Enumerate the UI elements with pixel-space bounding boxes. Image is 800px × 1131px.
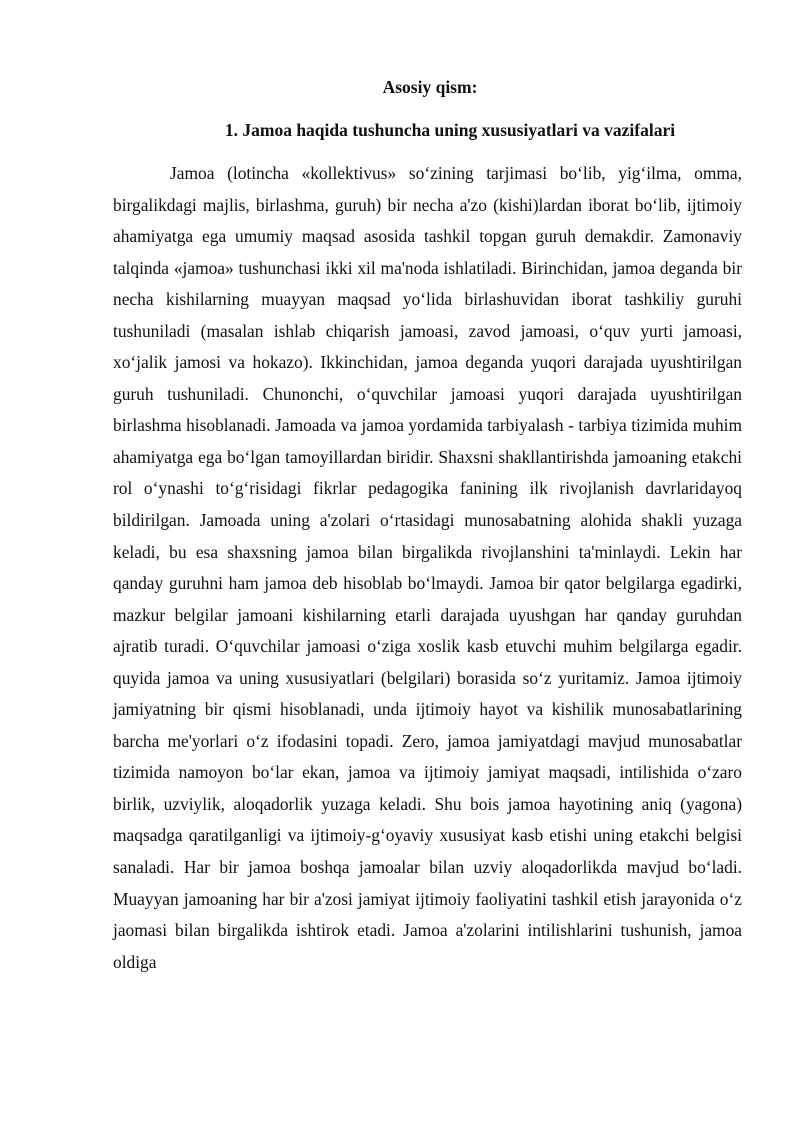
subsection-heading: 1. Jamoa haqida tushuncha uning xususiyatlari va vazifalari — [224, 120, 676, 140]
body-paragraph: Jamoa (lotincha «kollektivus» so‘zining tarjimasi bo‘lib, yig‘ilma, omma, birgalikdagi majlis, birlashma, guruh) bir necha a'zo (kishi)lardan iborat bo‘lib, ijtimoiy ahamiyatga ega umumiy maqsad asosida tashkil topgan guruh demakdir. Zamonaviy talqinda «jamoa» tushunchasi ikki xil ma'noda ishlatiladi. Birinchidan, jamoa deganda bir necha kishilarning muayyan maqsad yo‘lida birlashuvidan iborat tashkiliy guruhi tushuniladi (masalan ishlab chiqarish jamoasi, zavod jamoasi, o‘quv yurti jamoasi, xo‘jalik jamosi va hokazo). Ikkinchidan, jamoa deganda yuqori darajada uyushtirilgan guruh tushuniladi. Chunonchi, o‘quvchilar jamoasi yuqori darajada uyushtirilgan birlashma hisoblanadi. Jamoada va jamoa yordamida tarbiyalash - tarbiya tizimida muhim ahamiyatga ega bo‘lgan tamoyillardan biridir. Shaxsni shakllantirishda jamoaning etakchi rol o‘ynashi to‘g‘risidagi fikrlar pedagogika fanining ilk rivojlanish davrlaridayoq bildirilgan. Jamoada uning a'zolari o‘rtasidagi munosabatning alohida shakli yuzaga keladi, bu esa shaxsning jamoa bilan birgalikda rivojlanshini ta'minlaydi. Lekin har qanday guruhni ham jamoa deb hisoblab bo‘lmaydi. Jamoa bir qator belgilarga egadirki, mazkur belgilar jamoani kishilarning etarli darajada uyushgan har qanday guruhdan ajratib turadi. O‘quvchilar jamoasi o‘ziga xoslik kasb etuvchi muhim belgilarga egadir. quyida jamoa va uning xususiyatlari (belgilari) borasida so‘z yuritamiz. Jamoa ijtimoiy jamiyatning bir qismi hisoblanadi, unda ijtimoiy hayot va kishilik munosabatlarining barcha me'yorlari o‘z ifodasini topadi. Zero, jamoa jamiyatdagi mavjud munosabatlar tizimida namoyon bo‘lar ekan, jamoa va ijtimoiy jamiyat maqsadi, intilishida o‘zaro birlik, uzviylik, aloqadorlik yuzaga keladi. Shu bois jamoa hayotining aniq (yagona) maqsadga qaratilganligi va ijtimoiy-g‘oyaviy xususiyat kasb etishi uning etakchi belgisi sanaladi. Har bir jamoa boshqa jamoalar bilan uzviy aloqadorlikda mavjud bo‘ladi. Muayyan jamoaning har bir a'zosi jamiyat ijtimoiy faoliyatini tashkil etish jarayonida o‘z jaomasi bilan birgalikda ishtirok etadi. Jamoa a'zolarini intilishlarini tushunish, jamoa oldiga — [113, 163, 742, 972]
section-heading: Asosiy qism: — [382, 77, 478, 97]
